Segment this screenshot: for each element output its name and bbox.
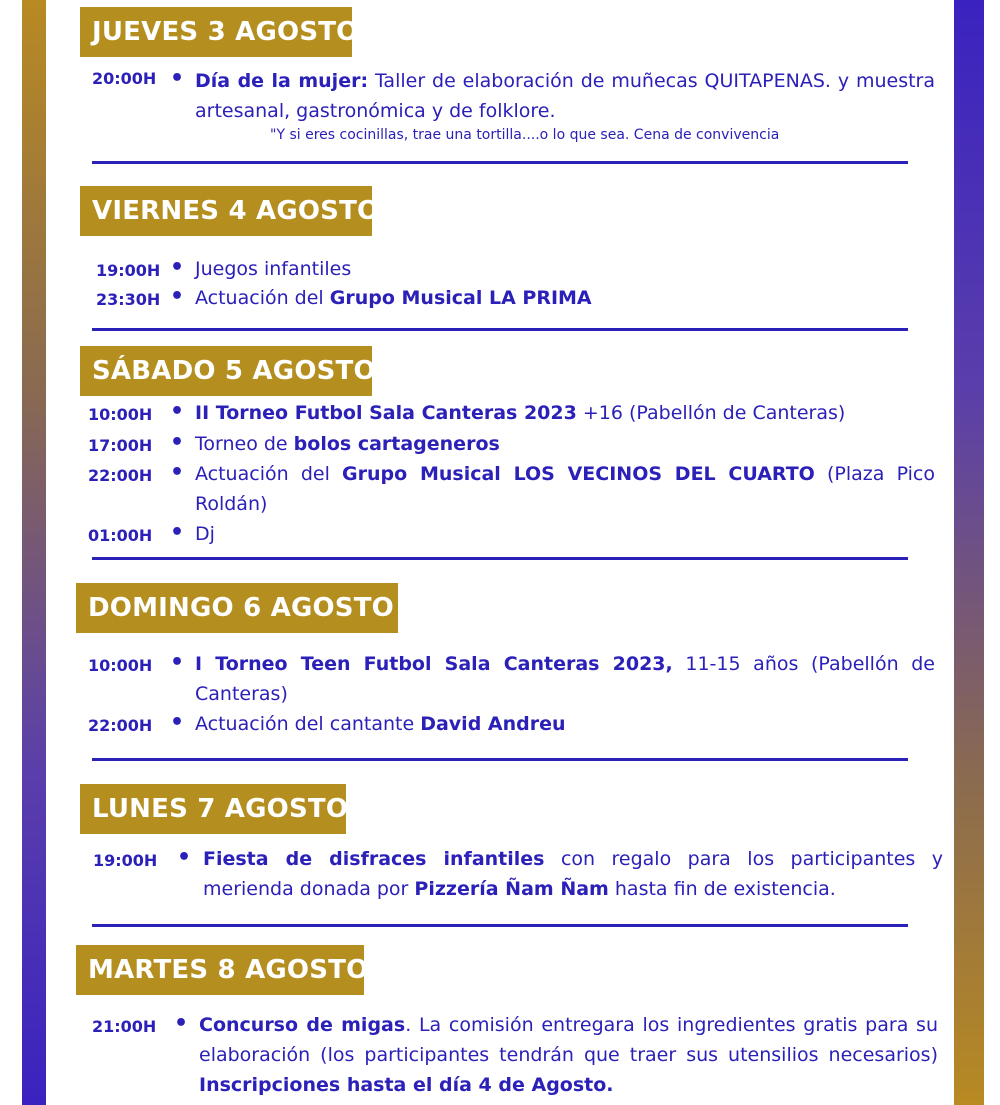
event-time: 10:00H [88, 656, 153, 675]
bullet-icon: • [170, 255, 185, 280]
section-divider [92, 758, 908, 761]
event-description: Actuación del Grupo Musical LOS VECINOS DEL CUARTO (Plaza Pico Roldán) [195, 463, 935, 515]
event-time: 19:00H [96, 261, 161, 280]
bullet-icon: • [174, 1011, 189, 1036]
event-time: 01:00H [88, 526, 153, 545]
day-header-domingo: DOMINGO 6 AGOSTO [76, 583, 398, 633]
section-divider [92, 161, 908, 164]
bullet-icon: • [170, 460, 185, 485]
event-description: Actuación del cantante David Andreu [195, 713, 566, 735]
day-header-lunes: LUNES 7 AGOSTO [80, 784, 346, 834]
bullet-icon: • [170, 710, 185, 735]
event-time: 22:00H [88, 466, 153, 485]
day-header-viernes: VIERNES 4 AGOSTO [80, 186, 372, 236]
bullet-icon: • [170, 66, 185, 91]
day-header-sabado: SÁBADO 5 AGOSTO [80, 346, 372, 396]
event-time: 20:00H [92, 69, 157, 88]
bullet-icon: • [170, 399, 185, 424]
event-description: Juegos infantiles [195, 258, 352, 280]
section-divider [92, 328, 908, 331]
event-description: Concurso de migas. La comisión entregara los ingredientes gratis para su elaboración (los participantes tendrán que traer sus utensilios necesarios) Inscripciones hasta el día 4 de Agosto. [199, 1014, 939, 1096]
event-description: Día de la mujer: Taller de elaboración de muñecas QUITAPENAS. y muestra artesanal, gastronómica y de folklore. [195, 70, 936, 122]
event-time: 19:00H [93, 851, 158, 870]
bullet-icon: • [170, 650, 185, 675]
event-description: Actuación del Grupo Musical LA PRIMA [195, 287, 592, 309]
event-description: I Torneo Teen Futbol Sala Canteras 2023, 11-15 años (Pabellón de Canteras) [195, 653, 935, 705]
bullet-icon: • [170, 520, 185, 545]
bullet-icon: • [177, 845, 192, 870]
bullet-icon: • [170, 284, 185, 309]
event-time: 21:00H [92, 1017, 157, 1036]
section-divider [92, 557, 908, 560]
bullet-icon: • [170, 430, 185, 455]
day-header-martes: MARTES 8 AGOSTO [76, 945, 364, 995]
event-description: Torneo de bolos cartageneros [195, 433, 500, 455]
left-decorative-band [22, 0, 46, 1105]
event-description: Fiesta de disfraces infantiles con regalo para los participantes y merienda donada por Pizzería Ñam Ñam hasta fin de existencia. [203, 848, 944, 900]
section-divider [92, 924, 908, 927]
event-time: 17:00H [88, 436, 153, 455]
event-description: Dj [195, 523, 215, 545]
right-decorative-band [954, 0, 984, 1105]
event-note: "Y si eres cocinillas, trae una tortilla....o lo que sea. Cena de convivencia [270, 127, 780, 143]
event-time: 10:00H [88, 405, 153, 424]
event-time: 23:30H [96, 290, 161, 309]
event-time: 22:00H [88, 716, 153, 735]
day-header-jueves: JUEVES 3 AGOSTO [80, 7, 352, 57]
event-description: II Torneo Futbol Sala Canteras 2023 +16 (Pabellón de Canteras) [195, 402, 846, 424]
